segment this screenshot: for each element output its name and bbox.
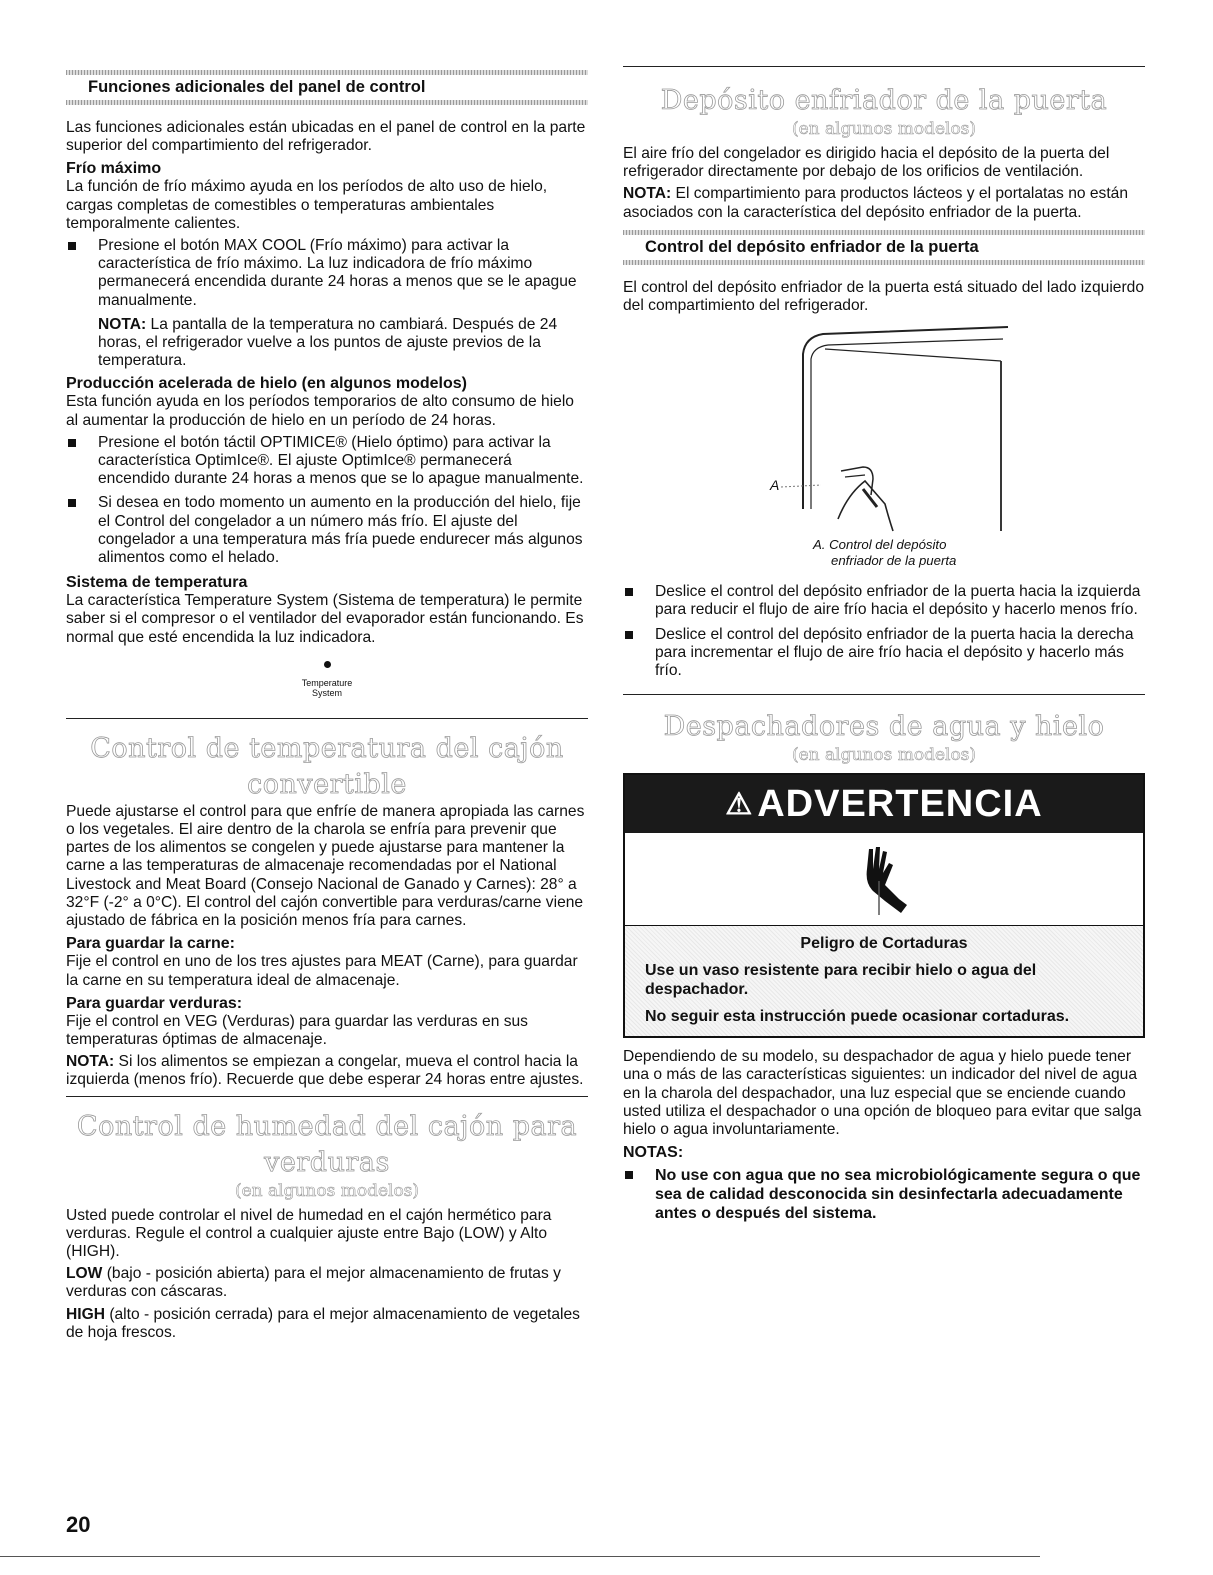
warning-hazard-title: Peligro de Cortaduras	[800, 935, 968, 953]
section-divider	[66, 1096, 588, 1097]
low-text	[66, 1265, 588, 1301]
section-rule	[66, 70, 588, 75]
page-number: 20	[66, 1512, 91, 1537]
control-heading: Control del depósito enfriador de la puerta	[645, 237, 979, 256]
deposito-text: El aire frío del congelador es dirigido hacia el depósito de la puerta del refrigerador directamente por debajo de los orificios de ventilación.	[623, 145, 1110, 181]
frio-intro: La función de frío máximo ayuda en los períodos de alto uso de hielo, cargas completas de comestibles o temperaturas ambientales temporalmente calientes.	[66, 178, 548, 232]
carne-text: Fije el control en uno de los tres ajustes para MEAT (Carne), para guardar la carne en su temperatura ideal de almacenaje.	[66, 953, 578, 989]
humedad-heading	[66, 1109, 588, 1201]
notas-heading: NOTAS:	[623, 1144, 684, 1162]
verduras-note	[66, 1053, 588, 1089]
humedad-heading-line-1: Control de humedad del cajón para	[76, 1110, 578, 1142]
funciones-intro: Las funciones adicionales están ubicadas en el panel de control en la parte superior del compartimiento del refrigerador.	[66, 119, 586, 155]
verduras-heading: Para guardar verduras:	[66, 994, 243, 1012]
deposito-subheading: (en algunos modelos)	[791, 119, 977, 139]
list-item: Si desea en todo momento un aumento en la producción del hielo, fije el Control del congelador a un número más frío. El ajuste del congelador a una temperatura más fría puede endurecer más algunos alimentos como el helado.	[66, 494, 588, 567]
humedad-text: Usted puede controlar el nivel de humedad en el cajón hermético para verduras. Regule el control a cualquier ajuste entre Bajo (LOW) y Alto (HIGH).	[66, 1206, 552, 1260]
cajon-heading	[66, 731, 588, 803]
list-item: Presione el botón MAX COOL (Frío máximo) para activar la característica de frío máximo. La luz indicadora de frío máximo permanecerá encendida durante 24 horas a menos que se le apague manualmente.	[66, 237, 588, 310]
warning-box	[623, 773, 1145, 1038]
temperature-system-indicator	[66, 661, 588, 698]
high-label: HIGH	[66, 1305, 105, 1323]
frio-list	[66, 237, 588, 310]
deposito-heading	[623, 83, 1145, 139]
note-text: La pantalla de la temperatura no cambiará. Después de 24 horas, el refrigerador vuelve a los puntos de ajuste previos de la temperatura.	[98, 315, 558, 370]
warning-line-2: No seguir esta instrucción puede ocasionar cortaduras.	[645, 1008, 1070, 1026]
figure-caption	[813, 537, 956, 569]
note-text: Si los alimentos se empiezan a congelar, mueva el control hacia la izquierda (menos frío). Recuerde que debe esperar 24 horas entre ajustes.	[66, 1053, 584, 1089]
right-column	[623, 0, 1145, 1229]
list-item: Presione el botón táctil OPTIMICE® (Hielo óptimo) para activar la característica OptimIce®. El ajuste OptimIce® permanecerá encendido durante 24 horas a menos que se lo apague manualmente.	[66, 434, 588, 489]
cajon-heading-line-2: convertible	[247, 768, 407, 800]
despachadores-heading-line: Despachadores de agua y hielo	[663, 711, 1105, 743]
funciones-heading: Funciones adicionales del panel de control	[88, 78, 426, 96]
verduras-text: Fije el control en VEG (Verduras) para guardar las verduras en sus temperaturas óptimas de almacenaje.	[66, 1012, 528, 1048]
high-desc: (alto - posición cerrada) para el mejor almacenamiento de vegetales de hoja frescos.	[66, 1305, 580, 1341]
warning-banner	[625, 775, 1143, 833]
caption-line-2: enfriador de la puerta	[831, 553, 957, 569]
despachadores-subheading: (en algunos modelos)	[791, 745, 977, 766]
section-rule	[623, 230, 1145, 235]
indicator-light-icon	[324, 661, 331, 668]
carne-heading: Para guardar la carne:	[66, 935, 235, 953]
section-divider	[66, 718, 588, 719]
humedad-subheading: (en algunos modelos)	[234, 1180, 420, 1201]
warning-word: ADVERTENCIA	[757, 782, 1043, 825]
warning-body	[625, 926, 1143, 1036]
deposito-list	[623, 583, 1145, 680]
note-label: NOTA:	[66, 1053, 115, 1071]
section-divider	[623, 694, 1145, 695]
cajon-text: Puede ajustarse el control para que enfríe de manera apropiada las carnes o los vegetales. El aire dentro de la charola se enfría para prevenir que partes de los alimentos se congelen y puede ajustarse para mantener la carne a las temperaturas de almacenaje recomendadas por el National Livestock and Meat Board (Consejo Nacional de Ganado y Carnes): 28° a 32°F (-2° a 0°C). El control del cajón convertible para verduras/carne viene ajustado de fábrica en la posición menos fría para carnes.	[66, 802, 585, 930]
notas-list	[623, 1166, 1145, 1223]
door-bin-figure	[623, 319, 1145, 579]
list-item: Deslice el control del depósito enfriador de la puerta hacia la derecha para incrementar el flujo de aire frío hacia el depósito y hacerlo más frío.	[623, 626, 1145, 681]
warning-line-1: Use un vaso resistente para recibir hielo o agua del despachador.	[645, 962, 1037, 999]
despachador-text: Dependiendo de su modelo, su despachador de agua y hielo puede tener una o más de las características siguientes: un indicador del nivel de agua en la charola del despachador, una luz especial que se enciende cuando usted utiliza el despachador o una opción de bloqueo para evitar que salga hielo o agua involuntariamente.	[623, 1048, 1142, 1139]
low-label: LOW	[66, 1265, 103, 1283]
hielo-heading: Producción acelerada de hielo (en algunos modelos)	[66, 375, 467, 393]
note-text: El compartimiento para productos lácteos y el portalatas no están asociados con la característica del depósito enfriador de la puerta.	[623, 185, 1129, 221]
control-text: El control del depósito enfriador de la puerta está situado del lado izquierdo del compartimiento del refrigerador.	[623, 278, 1144, 315]
indicator-label-1: Temperature	[301, 677, 353, 688]
humedad-heading-line-2: verduras	[264, 1146, 390, 1178]
section-divider	[623, 66, 1145, 67]
door-bin-illustration	[623, 319, 1145, 549]
list-item: Deslice el control del depósito enfriador de la puerta hacia la izquierda para reducir el flujo de aire frío hacia el depósito y hacerlo menos frío.	[623, 583, 1145, 619]
section-rule	[623, 260, 1145, 265]
hielo-list	[66, 434, 588, 567]
hielo-intro: Esta función ayuda en los períodos temporarios de alto consumo de hielo al aumentar la producción de hielo en un período de 24 horas.	[66, 393, 574, 429]
note-label: NOTA:	[98, 315, 147, 333]
caption-line-1: A. Control del depósito	[813, 537, 947, 553]
bottom-rule	[0, 1556, 1040, 1557]
section-rule	[66, 100, 588, 105]
warning-triangle-icon: ⚠	[725, 787, 754, 821]
list-item: No use con agua que no sea microbiológicamente segura o que sea de calidad desconocida sin desinfectarla adecuadamente antes o después del sistema.	[623, 1166, 1145, 1223]
cut-hazard-icon	[839, 839, 929, 919]
deposito-heading-line: Depósito enfriador de la puerta	[660, 85, 1108, 116]
frio-heading: Frío máximo	[66, 160, 162, 178]
cut-hazard-area	[625, 833, 1143, 926]
left-column	[66, 0, 588, 1346]
low-desc: (bajo - posición abierta) para el mejor almacenamiento de frutas y verduras con cáscaras.	[66, 1265, 561, 1301]
high-text	[66, 1306, 588, 1342]
sistema-text: La característica Temperature System (Sistema de temperatura) le permite saber si el compresor o el ventilador del evaporador están funcionando. Es normal que esté encendida la luz indicadora.	[66, 592, 584, 646]
frio-note	[66, 316, 588, 371]
sistema-heading: Sistema de temperatura	[66, 574, 248, 592]
deposito-note	[623, 185, 1145, 221]
cajon-heading-line-1: Control de temperatura del cajón	[90, 732, 564, 764]
note-label: NOTA:	[623, 185, 672, 203]
figure-label-a: A	[770, 477, 780, 494]
indicator-label-2: System	[311, 687, 342, 698]
despachadores-heading	[623, 709, 1145, 765]
